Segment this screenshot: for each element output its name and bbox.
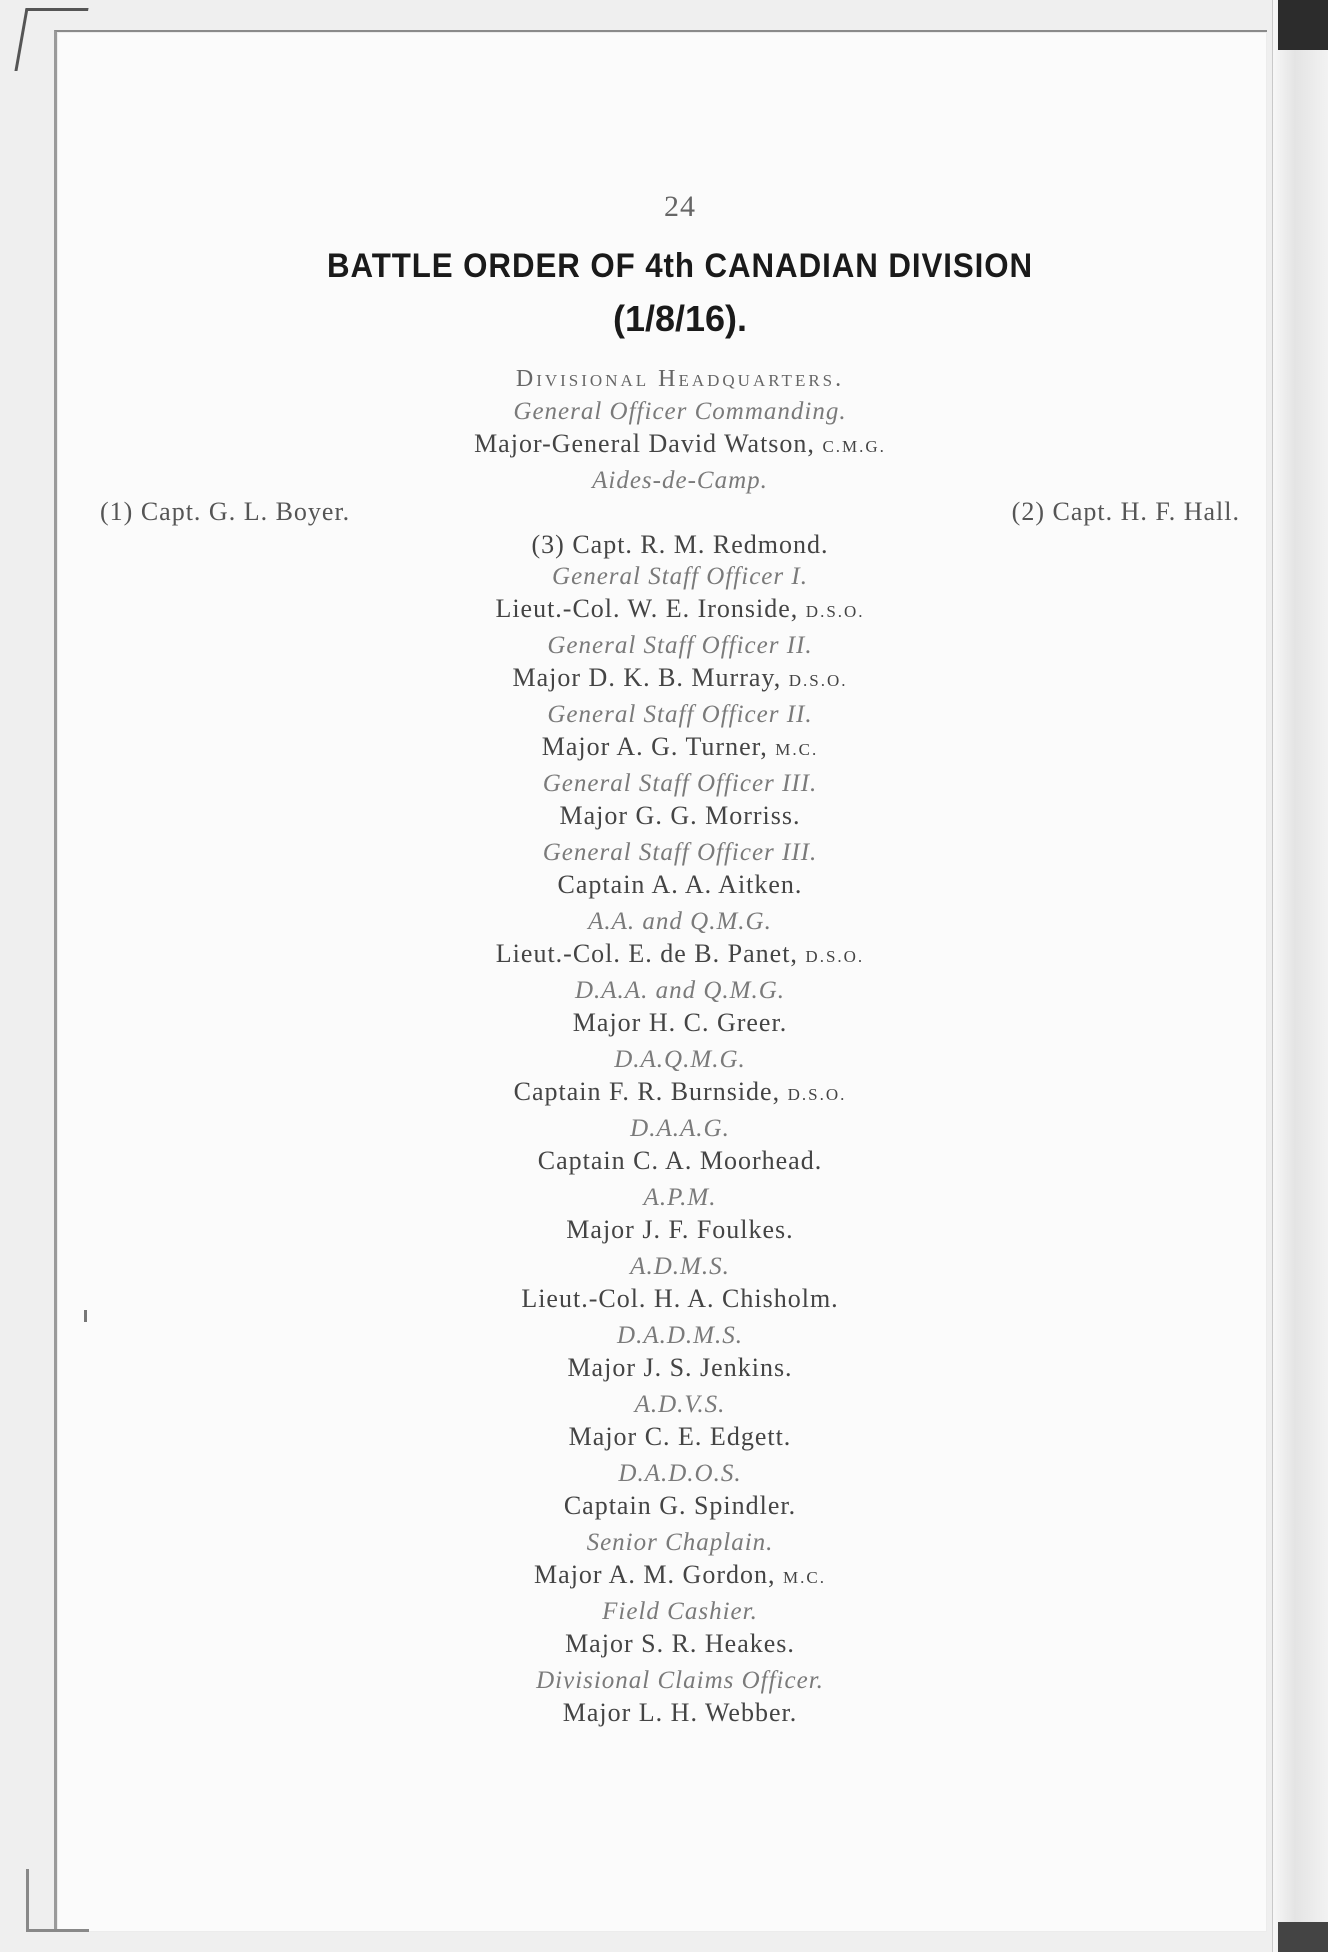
entry-name — [230, 1420, 1130, 1457]
binding-tab — [1278, 0, 1328, 50]
officer-honours: D.S.O. — [805, 602, 865, 621]
binding-tab-bottom — [1278, 1922, 1328, 1952]
officer-name: Major S. R. Heakes. — [565, 1629, 795, 1658]
page-corner-fold-bottom — [26, 1869, 89, 1932]
entry-name — [230, 1075, 1130, 1112]
officer-name: Major-General David Watson, — [474, 429, 815, 458]
entry-role: D.A.A.G. — [630, 1115, 730, 1142]
officer-honours: M.C. — [782, 1568, 826, 1587]
section-heading: Divisional Headquarters. — [515, 366, 845, 392]
officer-honours: M.C. — [775, 740, 819, 759]
entry-name — [230, 730, 1130, 767]
entry-role: D.A.A. and Q.M.G. — [574, 977, 786, 1004]
aide-2: (2) Capt. H. F. Hall. — [1011, 497, 1240, 526]
staff-entry — [230, 1252, 1130, 1319]
aide-3: (3) Capt. R. M. Redmond. — [531, 530, 829, 559]
entry-name — [230, 1489, 1130, 1526]
officer-name: Major A. G. Turner, — [541, 732, 768, 761]
entry-role: General Staff Officer II. — [547, 701, 813, 728]
officer-name: Major L. H. Webber. — [562, 1698, 798, 1727]
page-number: 24 — [664, 190, 696, 223]
staff-list — [230, 562, 1130, 1733]
officer-name: Major J. S. Jenkins. — [567, 1353, 793, 1382]
entry-role: A.D.V.S. — [634, 1391, 726, 1418]
entry-role: General Staff Officer III. — [542, 770, 818, 797]
entry-name — [230, 1006, 1130, 1043]
staff-entry — [230, 1114, 1130, 1181]
entry-role: Field Cashier. — [602, 1598, 758, 1625]
staff-entry — [230, 769, 1130, 836]
staff-entry — [230, 1597, 1130, 1664]
staff-entry — [230, 838, 1130, 905]
entry-role: D.A.D.O.S. — [618, 1460, 742, 1487]
officer-honours: D.S.O. — [788, 671, 848, 690]
page-content — [100, 190, 1240, 1733]
staff-entry — [230, 631, 1130, 698]
entry-name — [230, 1282, 1130, 1319]
book-spine-edge — [1272, 0, 1328, 1952]
entry-name — [230, 661, 1130, 698]
entry-role: A.A. and Q.M.G. — [588, 908, 772, 935]
entry-role: Aides-de-Camp. — [592, 467, 768, 494]
entry-name — [230, 1627, 1130, 1664]
entry-name — [230, 1696, 1130, 1733]
officer-honours: D.S.O. — [787, 1085, 847, 1104]
entry-role: General Staff Officer III. — [542, 839, 818, 866]
entry-role: General Staff Officer I. — [552, 563, 808, 590]
staff-entry — [230, 1528, 1130, 1595]
staff-entry — [230, 976, 1130, 1043]
entry-name — [230, 1351, 1130, 1388]
entry-role: Senior Chaplain. — [586, 1529, 774, 1556]
entry-name — [230, 937, 1130, 974]
entry-role: D.A.Q.M.G. — [614, 1046, 746, 1073]
officer-name: Major H. C. Greer. — [572, 1008, 788, 1037]
officer-name: Major C. E. Edgett. — [568, 1422, 792, 1451]
entry-role: A.P.M. — [643, 1184, 717, 1211]
officer-name: Captain G. Spindler. — [563, 1491, 797, 1520]
staff-entry — [230, 1459, 1130, 1526]
entry-goc — [230, 397, 1130, 464]
entry-role: A.D.M.S. — [630, 1253, 730, 1280]
officer-name: Captain C. A. Moorhead. — [537, 1146, 823, 1175]
officer-name: Lieut.-Col. E. de B. Panet, — [495, 939, 798, 968]
officer-name: Major J. F. Foulkes. — [566, 1215, 794, 1244]
entry-name — [230, 799, 1130, 836]
aide-1: (1) Capt. G. L. Boyer. — [100, 497, 351, 526]
staff-entry — [230, 1045, 1130, 1112]
entry-role: General Staff Officer II. — [547, 632, 813, 659]
scan-speck — [84, 1310, 87, 1322]
entry-aides — [100, 466, 1240, 562]
entry-name — [230, 1213, 1130, 1250]
aides-row — [100, 496, 1240, 528]
entry-role: Divisional Claims Officer. — [536, 1667, 824, 1694]
entry-name — [230, 427, 1130, 464]
officer-name: Lieut.-Col. H. A. Chisholm. — [521, 1284, 839, 1313]
staff-entry — [230, 907, 1130, 974]
staff-entry — [230, 1183, 1130, 1250]
staff-entry — [230, 1666, 1130, 1733]
entry-name — [230, 1558, 1130, 1595]
entry-role: D.A.D.M.S. — [617, 1322, 743, 1349]
entry-name — [230, 1144, 1130, 1181]
entry-role: General Officer Commanding. — [513, 398, 847, 425]
staff-entry — [230, 1321, 1130, 1388]
officer-name: Major G. G. Morriss. — [559, 801, 801, 830]
officer-name: Lieut.-Col. W. E. Ironside, — [495, 594, 799, 623]
page-title: BATTLE ORDER OF 4th CANADIAN DIVISION — [327, 247, 1033, 285]
entry-name — [230, 868, 1130, 905]
staff-entry — [230, 700, 1130, 767]
officer-name: Major D. K. B. Murray, — [512, 663, 782, 692]
officer-name: Captain F. R. Burnside, — [513, 1077, 781, 1106]
officer-honours: C.M.G. — [822, 437, 886, 456]
staff-entry — [230, 562, 1130, 629]
title-date: (1/8/16). — [612, 298, 748, 339]
officer-name: Major A. M. Gordon, — [534, 1560, 776, 1589]
entry-name — [230, 592, 1130, 629]
staff-entry — [230, 1390, 1130, 1457]
officer-honours: D.S.O. — [805, 947, 865, 966]
officer-name: Captain A. A. Aitken. — [557, 870, 803, 899]
